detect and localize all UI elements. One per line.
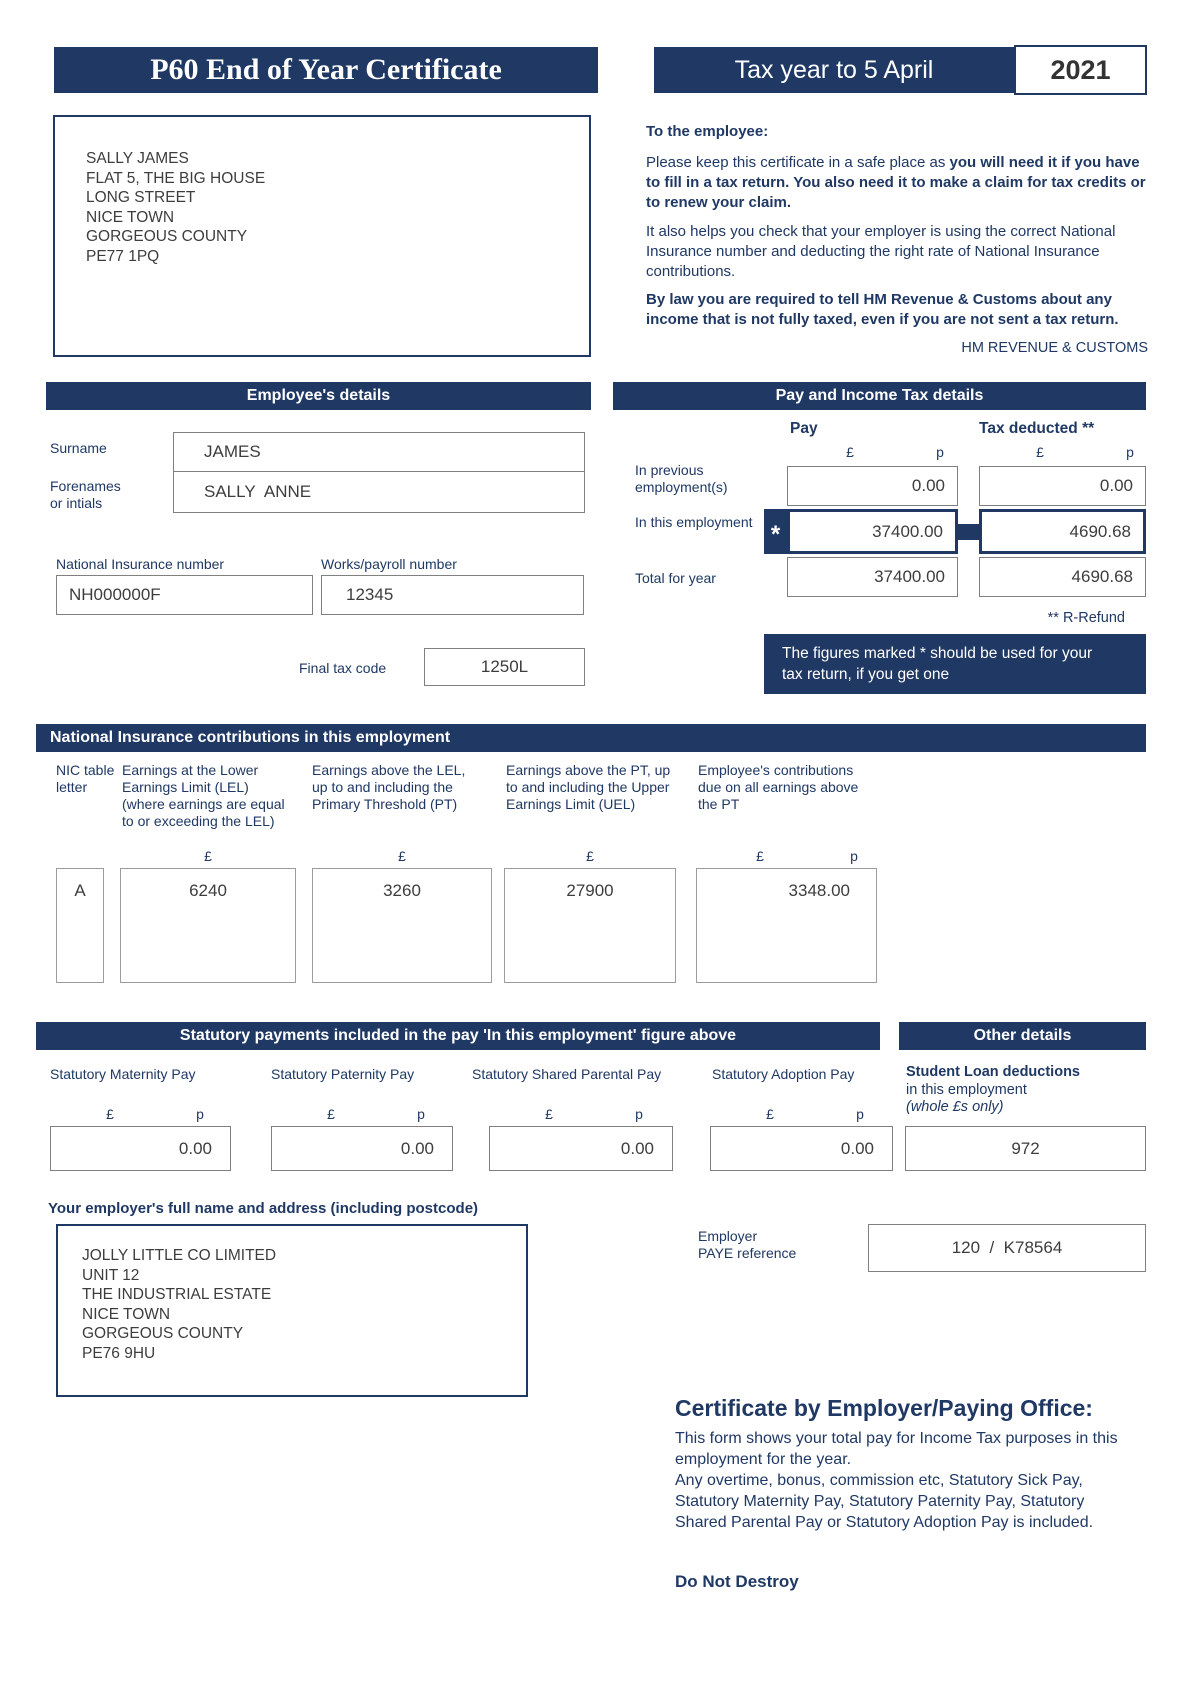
employee-address-box xyxy=(53,115,591,357)
this-employment-tax-value: 4690.68 xyxy=(1069,522,1131,541)
total-year-tax-value: 4690.68 xyxy=(1071,567,1133,586)
nic-contributions-value: 3348.00 xyxy=(788,881,850,900)
employee-address-line: FLAT 5, THE BIG HOUSE xyxy=(86,169,266,187)
works-number-value: 12345 xyxy=(346,585,394,604)
sspp-value: 0.00 xyxy=(620,1139,654,1158)
form-title: P60 End of Year Certificate xyxy=(150,53,502,86)
to-employee-para3: By law you are required to tell HM Revenue & Customs about any income that is not fully taxed, even if you are not sent a tax return. xyxy=(646,291,1119,328)
employee-address-line: LONG STREET xyxy=(86,189,196,206)
hmrc-signature: HM REVENUE & CUSTOMS xyxy=(961,340,1148,356)
certificate-body-1: This form shows your total pay for Income Tax purposes in this employment for the year. xyxy=(675,1430,1118,1468)
sap-label: Statutory Adoption Pay xyxy=(712,1066,855,1082)
smp-label: Statutory Maternity Pay xyxy=(50,1066,196,1082)
pound-sign: £ xyxy=(106,1106,114,1122)
final-tax-code-label: Final tax code xyxy=(299,660,387,676)
employee-address-line: PE77 1PQ xyxy=(86,247,160,265)
forenames-field xyxy=(173,471,585,513)
student-loan-field xyxy=(905,1126,1146,1171)
spp-value: 0.00 xyxy=(400,1139,434,1158)
sap-field xyxy=(710,1126,893,1171)
previous-employment-tax-value: 0.00 xyxy=(1099,476,1133,495)
nic-col-header-above-lel: Earnings above the LEL, up to and including the Primary Threshold (PT) xyxy=(312,762,466,812)
this-employment-pay-value: 37400.00 xyxy=(872,522,943,541)
pound-sign: £ xyxy=(846,444,854,460)
student-loan-label: Student Loan deductions in this employment (whole £s only) xyxy=(906,1064,1080,1115)
to-employee-heading: To the employee: xyxy=(646,123,769,140)
pound-sign: £ xyxy=(1036,444,1044,460)
sspp-field xyxy=(489,1126,673,1171)
employee-address-line: SALLY JAMES xyxy=(86,150,189,167)
ni-number-label: National Insurance number xyxy=(56,556,225,572)
this-employment-label: In this employment xyxy=(635,514,753,530)
sap-value: 0.00 xyxy=(840,1139,874,1158)
star-marker: * xyxy=(764,509,787,554)
pound-sign: £ xyxy=(327,1106,335,1122)
nic-contributions-field xyxy=(696,868,877,983)
smp-value: 0.00 xyxy=(178,1139,212,1158)
star-note-box xyxy=(764,634,1146,694)
employer-address-line: GORGEOUS COUNTY xyxy=(82,1325,244,1342)
to-employee-para1 xyxy=(646,153,1154,213)
pence-sign: p xyxy=(850,848,858,864)
smp-field xyxy=(50,1126,231,1171)
forenames-label: Forenames or intials xyxy=(50,478,121,511)
employer-address-line: PE76 9HU xyxy=(82,1344,156,1362)
certificate-title: Certificate by Employer/Paying Office: xyxy=(675,1395,1093,1421)
total-year-pay-field xyxy=(787,557,958,597)
form-title-banner xyxy=(54,47,598,93)
nic-table-letter-value: A xyxy=(74,881,86,900)
to-employee-para2: It also helps you check that your employer is using the correct National Insurance number and deducting the right rate of National Insurance contributions. xyxy=(646,223,1116,280)
pence-sign: p xyxy=(635,1106,643,1122)
pound-sign: £ xyxy=(545,1106,553,1122)
statutory-banner: Statutory payments included in the pay 'In this employment' figure above xyxy=(36,1022,880,1050)
surname-field xyxy=(173,432,585,472)
total-for-year-label: Total for year xyxy=(635,570,716,586)
nic-lel-value: 6240 xyxy=(189,881,227,900)
paye-reference-value: 120 / K78564 xyxy=(951,1238,1063,1257)
paye-reference-label: Employer PAYE reference xyxy=(698,1228,797,1261)
do-not-destroy-note: Do Not Destroy xyxy=(675,1572,799,1591)
surname-label: Surname xyxy=(50,440,107,456)
pence-sign: p xyxy=(417,1106,425,1122)
nic-col-header-above-pt: Earnings above the PT, up to and including the Upper Earnings Limit (UEL) xyxy=(506,762,671,812)
previous-employment-pay-field xyxy=(787,466,958,506)
para1-bold: you will need it if you have to fill in a tax return. You also need it to make a claim for tax credits or to renew your claim. xyxy=(646,154,1146,211)
employer-address-line: THE INDUSTRIAL ESTATE xyxy=(82,1286,272,1303)
tax-year-box xyxy=(1014,45,1147,95)
ni-number-field xyxy=(56,575,313,615)
employer-address-line: NICE TOWN xyxy=(82,1305,171,1323)
nic-above-lel-field xyxy=(312,868,492,983)
nic-col-header-letter: NIC table letter xyxy=(56,762,115,795)
pound-sign: £ xyxy=(204,848,212,864)
employer-address-line: JOLLY LITTLE CO LIMITED xyxy=(82,1247,277,1264)
pound-sign: £ xyxy=(756,848,764,864)
pence-sign: p xyxy=(936,444,944,460)
employer-address-box xyxy=(56,1224,528,1397)
final-tax-code-value: 1250L xyxy=(480,657,529,676)
paye-reference-field xyxy=(868,1224,1146,1272)
works-number-field xyxy=(321,575,584,615)
nic-table-letter-field xyxy=(56,868,104,983)
pound-sign: £ xyxy=(586,848,594,864)
employer-address-label: Your employer's full name and address (including postcode) xyxy=(48,1200,479,1217)
pound-sign: £ xyxy=(398,848,406,864)
spp-field xyxy=(271,1126,453,1171)
ni-number-value: NH000000F xyxy=(69,585,161,604)
employer-address-line: UNIT 12 xyxy=(82,1266,140,1284)
spp-label: Statutory Paternity Pay xyxy=(271,1066,415,1082)
previous-employment-label: In previous employment(s) xyxy=(635,462,728,495)
para1-normal: Please keep this certificate in a safe place as xyxy=(646,154,950,171)
employee-address-line: GORGEOUS COUNTY xyxy=(86,228,248,245)
surname-value: JAMES xyxy=(204,442,261,461)
nic-above-pt-field xyxy=(504,868,676,983)
pay-tax-banner: Pay and Income Tax details xyxy=(613,382,1146,410)
employee-address-line: NICE TOWN xyxy=(86,208,175,226)
total-year-pay-value: 37400.00 xyxy=(874,567,945,586)
pence-sign: p xyxy=(856,1106,864,1122)
nic-col-header-contributions: Employee's contributions due on all earnings above the PT xyxy=(698,762,859,812)
employee-details-banner: Employee's details xyxy=(46,382,591,410)
previous-employment-tax-field xyxy=(979,466,1146,506)
student-loan-value: 972 xyxy=(1011,1139,1040,1158)
works-number-label: Works/payroll number xyxy=(321,556,457,572)
nic-lel-field xyxy=(120,868,296,983)
tax-year-label: Tax year to 5 April xyxy=(734,56,934,84)
nic-above-pt-value: 27900 xyxy=(566,881,614,900)
previous-employment-pay-value: 0.00 xyxy=(911,476,945,495)
this-employment-tax-field xyxy=(979,509,1146,554)
nic-above-lel-value: 3260 xyxy=(383,881,421,900)
forenames-value: SALLY ANNE xyxy=(204,482,312,501)
other-details-banner: Other details xyxy=(899,1022,1146,1050)
refund-note: ** R-Refund xyxy=(1047,610,1125,626)
tax-year-value: 2021 xyxy=(1050,55,1111,85)
tax-deducted-column-header: Tax deducted ** xyxy=(979,420,1095,437)
nic-col-header-lel: Earnings at the Lower Earnings Limit (LEL) (where earnings are equal to or exceeding the LEL) xyxy=(122,762,285,829)
pence-sign: p xyxy=(196,1106,204,1122)
pound-sign: £ xyxy=(766,1106,774,1122)
nic-banner: National Insurance contributions in this employment xyxy=(36,724,1146,752)
total-year-tax-field xyxy=(979,557,1146,597)
pay-column-header: Pay xyxy=(790,420,818,437)
this-employment-pay-field xyxy=(787,509,958,554)
pence-sign: p xyxy=(1126,444,1134,460)
certificate-body-2: Any overtime, bonus, commission etc, Statutory Sick Pay, Statutory Maternity Pay, Statutory Paternity Pay, Statutory Shared Parental Pay or Statutory Adoption Pay is included. xyxy=(675,1472,1094,1531)
star-note-text: The figures marked * should be used for your tax return, if you get one xyxy=(782,645,1093,683)
tax-year-banner xyxy=(654,47,1014,93)
final-tax-code-field xyxy=(424,648,585,686)
sspp-label: Statutory Shared Parental Pay xyxy=(472,1066,662,1082)
